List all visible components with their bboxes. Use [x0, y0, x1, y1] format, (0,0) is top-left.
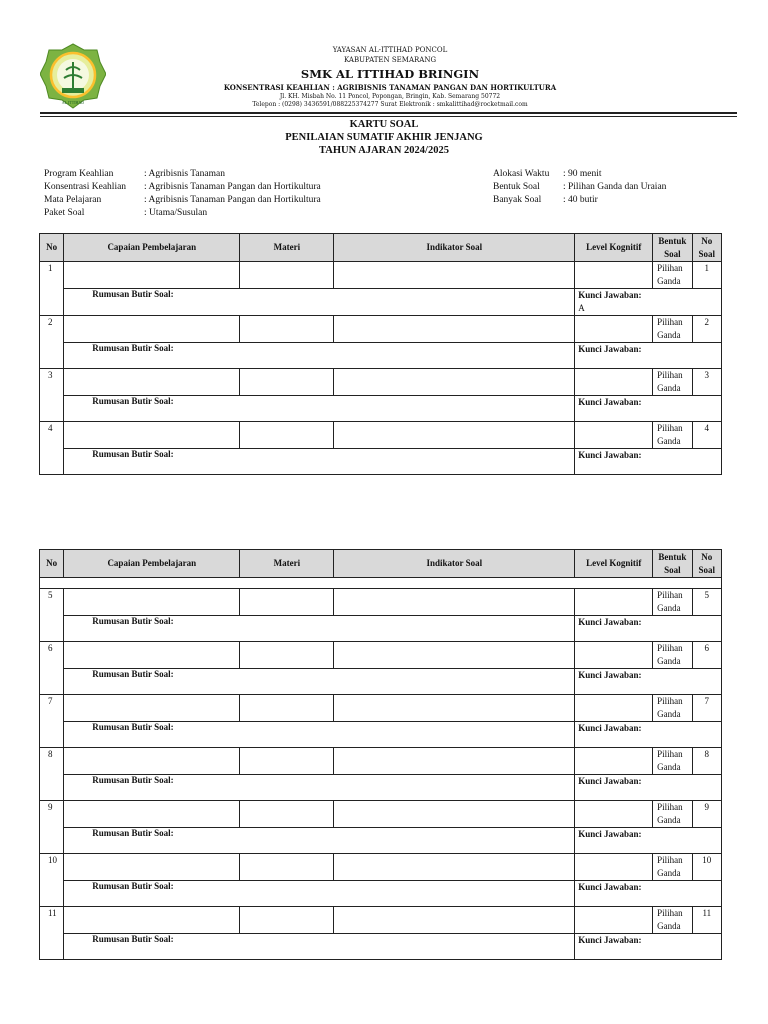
info-label: Banyak Soal	[493, 195, 542, 205]
cell-no-soal: 5	[692, 589, 721, 616]
kunci-label: Kunci Jawaban:	[578, 617, 642, 627]
rumusan-label: Rumusan Butir Soal:	[92, 828, 174, 838]
cell-indikator[interactable]	[334, 695, 575, 722]
cell-bentuk-soal	[653, 748, 692, 775]
kunci-jawaban[interactable]	[575, 722, 722, 748]
kunci-label: Kunci Jawaban:	[578, 450, 642, 460]
cell-level[interactable]	[575, 262, 653, 289]
col-bentuk	[653, 234, 692, 262]
rumusan-label: Rumusan Butir Soal:	[92, 343, 174, 353]
bentuk-line2: Ganda	[657, 868, 681, 878]
col-nosoal	[692, 234, 721, 262]
rumusan-butir-soal[interactable]	[64, 343, 575, 369]
info-value: : Utama/Susulan	[144, 208, 208, 218]
cell-indikator[interactable]	[334, 642, 575, 669]
bentuk-line1: Pilihan	[657, 908, 683, 918]
table-header-row	[40, 234, 722, 262]
cell-indikator[interactable]	[334, 748, 575, 775]
cell-no-soal: 1	[692, 262, 721, 289]
cell-bentuk-soal	[653, 262, 692, 289]
cell-materi[interactable]	[240, 801, 334, 828]
cell-no-soal: 8	[692, 748, 721, 775]
bentuk-line1: Pilihan	[657, 802, 683, 812]
cell-indikator[interactable]	[334, 801, 575, 828]
cell-indikator[interactable]	[334, 589, 575, 616]
table-row	[40, 422, 722, 449]
cell-bentuk-soal	[653, 422, 692, 449]
cell-materi[interactable]	[240, 642, 334, 669]
col-no: No	[40, 234, 64, 262]
table-row-detail	[40, 449, 722, 475]
cell-no-soal: 10	[692, 854, 721, 881]
info-label: Bentuk Soal	[493, 182, 540, 192]
col-bentuk-line2: Soal	[664, 248, 681, 259]
table-row	[40, 369, 722, 396]
table-row	[40, 801, 722, 828]
info-label: Konsentrasi Keahlian	[44, 182, 127, 192]
col-indikator: Indikator Soal	[334, 234, 575, 262]
info-value: : 90 menit	[563, 169, 602, 179]
cell-indikator[interactable]	[334, 907, 575, 934]
kunci-jawaban[interactable]	[575, 289, 722, 316]
rumusan-butir-soal[interactable]	[64, 396, 575, 422]
row-number: 2	[40, 316, 64, 369]
bentuk-line2: Ganda	[657, 921, 681, 931]
bentuk-line2: Ganda	[657, 762, 681, 772]
bentuk-line1: Pilihan	[657, 370, 683, 380]
cell-capaian[interactable]	[64, 422, 240, 449]
row-number: 11	[40, 907, 64, 960]
rumusan-butir-soal[interactable]	[64, 934, 575, 960]
rumusan-butir-soal[interactable]	[64, 722, 575, 748]
kunci-label: Kunci Jawaban:	[578, 397, 642, 407]
table-row-detail	[40, 343, 722, 369]
cell-bentuk-soal	[653, 695, 692, 722]
info-label: Alokasi Waktu	[493, 169, 550, 179]
cell-bentuk-soal	[653, 316, 692, 343]
kunci-label: Kunci Jawaban:	[578, 723, 642, 733]
bentuk-line1: Pilihan	[657, 749, 683, 759]
col-nosoal	[692, 550, 721, 578]
cell-capaian[interactable]	[64, 589, 240, 616]
cell-indikator[interactable]	[334, 422, 575, 449]
school-address: Jl. KH. Misbah No. 11 Poncol, Popongan, Bringin, Kab. Semarang 50772	[279, 93, 501, 100]
cell-no-soal: 9	[692, 801, 721, 828]
kunci-label: Kunci Jawaban:	[578, 935, 642, 945]
row-number: 9	[40, 801, 64, 854]
cell-level[interactable]	[575, 907, 653, 934]
cell-level[interactable]	[575, 316, 653, 343]
cell-no-soal: 6	[692, 642, 721, 669]
info-value: : Pilihan Ganda dan Uraian	[563, 182, 667, 192]
concentration-name: KONSENTRASI KEAHLIAN : AGRIBISNIS TANAMAN PANGAN DAN HORTIKULTURA	[223, 83, 557, 92]
cell-no-soal: 3	[692, 369, 721, 396]
cell-level[interactable]	[575, 369, 653, 396]
kunci-label: Kunci Jawaban:	[578, 882, 642, 892]
row-number: 3	[40, 369, 64, 422]
info-label: Program Keahlian	[44, 169, 114, 179]
table-row-detail	[40, 616, 722, 642]
kunci-label: Kunci Jawaban:	[578, 344, 642, 354]
cell-materi[interactable]	[240, 262, 334, 289]
kunci-jawaban[interactable]	[575, 669, 722, 695]
doc-year: TAHUN AJARAN 2024/2025	[319, 145, 449, 156]
table-row	[40, 589, 722, 616]
rumusan-label: Rumusan Butir Soal:	[92, 775, 174, 785]
cell-materi[interactable]	[240, 422, 334, 449]
kunci-jawaban[interactable]	[575, 343, 722, 369]
cell-no-soal: 4	[692, 422, 721, 449]
rumusan-label: Rumusan Butir Soal:	[92, 881, 174, 891]
header-divider-thick	[40, 112, 737, 114]
cell-materi[interactable]	[240, 907, 334, 934]
cell-materi[interactable]	[240, 854, 334, 881]
rumusan-butir-soal[interactable]	[64, 881, 575, 907]
kunci-label: Kunci Jawaban:	[578, 290, 642, 300]
doc-title: KARTU SOAL	[349, 119, 419, 130]
kunci-label: Kunci Jawaban:	[578, 670, 642, 680]
cell-capaian[interactable]	[64, 369, 240, 396]
cell-capaian[interactable]	[64, 854, 240, 881]
col-nosoal-line2: Soal	[698, 248, 716, 259]
cell-materi[interactable]	[240, 369, 334, 396]
col-nosoal-line1: No	[701, 551, 713, 562]
cell-indikator[interactable]	[334, 316, 575, 343]
cell-bentuk-soal	[653, 589, 692, 616]
col-materi: Materi	[240, 234, 334, 262]
cell-no-soal: 2	[692, 316, 721, 343]
table-row-detail	[40, 881, 722, 907]
kunci-jawaban[interactable]	[575, 828, 722, 854]
col-level: Level Kognitif	[575, 234, 653, 262]
cell-materi[interactable]	[240, 695, 334, 722]
bentuk-line2: Ganda	[657, 815, 681, 825]
table-row-detail	[40, 669, 722, 695]
cell-bentuk-soal	[653, 801, 692, 828]
rumusan-label: Rumusan Butir Soal:	[92, 396, 174, 406]
kunci-jawaban[interactable]	[575, 616, 722, 642]
col-capaian: Capaian Pembelajaran	[64, 550, 240, 578]
cell-materi[interactable]	[240, 748, 334, 775]
kunci-value: A	[578, 303, 585, 313]
bentuk-line2: Ganda	[657, 709, 681, 719]
info-label: Mata Pelajaran	[44, 195, 102, 205]
col-bentuk	[653, 550, 692, 578]
row-number: 8	[40, 748, 64, 801]
table-row-detail	[40, 289, 722, 316]
table-row	[40, 748, 722, 775]
bentuk-line1: Pilihan	[657, 855, 683, 865]
rumusan-butir-soal[interactable]	[64, 449, 575, 475]
cell-capaian[interactable]	[64, 642, 240, 669]
cell-bentuk-soal	[653, 642, 692, 669]
bentuk-line1: Pilihan	[657, 643, 683, 653]
cell-materi[interactable]	[240, 589, 334, 616]
table-spacer-row	[40, 578, 722, 589]
header-divider-thin	[40, 116, 737, 117]
kunci-jawaban[interactable]	[575, 775, 722, 801]
bentuk-line1: Pilihan	[657, 263, 683, 273]
svg-text:AL ITTIHAD: AL ITTIHAD	[61, 100, 85, 105]
kunci-jawaban[interactable]	[575, 396, 722, 422]
school-contact: Telepon : (0298) 3436591/088225374277 Surat Elektronik : smkalittihad@rocketmail.com	[252, 101, 528, 108]
cell-bentuk-soal	[653, 907, 692, 934]
cell-level[interactable]	[575, 801, 653, 828]
bentuk-line1: Pilihan	[657, 423, 683, 433]
cell-indikator[interactable]	[334, 854, 575, 881]
question-card-table-2	[39, 549, 722, 960]
col-bentuk-line2: Soal	[664, 564, 681, 575]
rumusan-butir-soal[interactable]	[64, 616, 575, 642]
info-value: : Agribisnis Tanaman Pangan dan Hortikultura	[144, 182, 321, 192]
info-value: : Agribisnis Tanaman Pangan dan Hortikultura	[144, 195, 321, 205]
cell-indikator[interactable]	[334, 369, 575, 396]
cell-level[interactable]	[575, 695, 653, 722]
bentuk-line2: Ganda	[657, 330, 681, 340]
rumusan-label: Rumusan Butir Soal:	[92, 449, 174, 459]
kunci-jawaban[interactable]	[575, 934, 722, 960]
rumusan-butir-soal[interactable]	[64, 775, 575, 801]
bentuk-line1: Pilihan	[657, 317, 683, 327]
cell-level[interactable]	[575, 748, 653, 775]
bentuk-line2: Ganda	[657, 603, 681, 613]
col-no: No	[40, 550, 64, 578]
kunci-jawaban[interactable]	[575, 449, 722, 475]
rumusan-label: Rumusan Butir Soal:	[92, 722, 174, 732]
rumusan-butir-soal[interactable]	[64, 669, 575, 695]
cell-level[interactable]	[575, 422, 653, 449]
bentuk-line2: Ganda	[657, 276, 681, 286]
rumusan-label: Rumusan Butir Soal:	[92, 669, 174, 679]
doc-subtitle: PENILAIAN SUMATIF AKHIR JENJANG	[285, 132, 483, 143]
cell-bentuk-soal	[653, 854, 692, 881]
kunci-label: Kunci Jawaban:	[578, 776, 642, 786]
row-number: 10	[40, 854, 64, 907]
col-capaian: Capaian Pembelajaran	[64, 234, 240, 262]
table-row	[40, 907, 722, 934]
table-header-row	[40, 550, 722, 578]
table-row-detail	[40, 828, 722, 854]
question-card-table-1	[39, 233, 722, 475]
bentuk-line2: Ganda	[657, 436, 681, 446]
bentuk-line2: Ganda	[657, 383, 681, 393]
cell-no-soal: 11	[692, 907, 721, 934]
table-row-detail	[40, 722, 722, 748]
bentuk-line1: Pilihan	[657, 696, 683, 706]
rumusan-label: Rumusan Butir Soal:	[92, 289, 174, 299]
table-row	[40, 854, 722, 881]
cell-level[interactable]	[575, 642, 653, 669]
info-value: : Agribisnis Tanaman	[144, 169, 225, 179]
col-bentuk-line1: Bentuk	[658, 235, 687, 246]
cell-bentuk-soal	[653, 369, 692, 396]
cell-capaian[interactable]	[64, 695, 240, 722]
info-value: : 40 butir	[563, 195, 598, 205]
kunci-jawaban[interactable]	[575, 881, 722, 907]
table-row-detail	[40, 396, 722, 422]
cell-capaian[interactable]	[64, 801, 240, 828]
school-logo	[40, 42, 106, 112]
cell-capaian[interactable]	[64, 316, 240, 343]
cell-capaian[interactable]	[64, 907, 240, 934]
table-row	[40, 695, 722, 722]
cell-level[interactable]	[575, 589, 653, 616]
spacer-cell	[40, 578, 722, 589]
info-label: Paket Soal	[44, 208, 85, 218]
rumusan-label: Rumusan Butir Soal:	[92, 616, 174, 626]
col-level: Level Kognitif	[575, 550, 653, 578]
cell-capaian[interactable]	[64, 748, 240, 775]
row-number: 6	[40, 642, 64, 695]
cell-no-soal: 7	[692, 695, 721, 722]
school-name: SMK AL ITTIHAD BRINGIN	[300, 67, 480, 81]
cell-materi[interactable]	[240, 316, 334, 343]
row-number: 5	[40, 589, 64, 642]
cell-indikator[interactable]	[334, 262, 575, 289]
col-bentuk-line1: Bentuk	[658, 551, 687, 562]
rumusan-butir-soal[interactable]	[64, 828, 575, 854]
table-row-detail	[40, 775, 722, 801]
row-number: 4	[40, 422, 64, 475]
table-row-detail	[40, 934, 722, 960]
row-number: 7	[40, 695, 64, 748]
col-nosoal-line1: No	[701, 235, 713, 246]
col-materi: Materi	[240, 550, 334, 578]
rumusan-butir-soal[interactable]	[64, 289, 575, 316]
col-nosoal-line2: Soal	[698, 564, 716, 575]
col-indikator: Indikator Soal	[334, 550, 575, 578]
bentuk-line1: Pilihan	[657, 590, 683, 600]
table-row	[40, 642, 722, 669]
regency-name: KABUPATEN SEMARANG	[343, 56, 437, 64]
cell-level[interactable]	[575, 854, 653, 881]
kunci-label: Kunci Jawaban:	[578, 829, 642, 839]
table-row	[40, 316, 722, 343]
cell-capaian[interactable]	[64, 262, 240, 289]
table-row	[40, 262, 722, 289]
rumusan-label: Rumusan Butir Soal:	[92, 934, 174, 944]
row-number: 1	[40, 262, 64, 316]
bentuk-line2: Ganda	[657, 656, 681, 666]
foundation-name: YAYASAN AL-ITTIHAD PONCOL	[332, 46, 448, 54]
